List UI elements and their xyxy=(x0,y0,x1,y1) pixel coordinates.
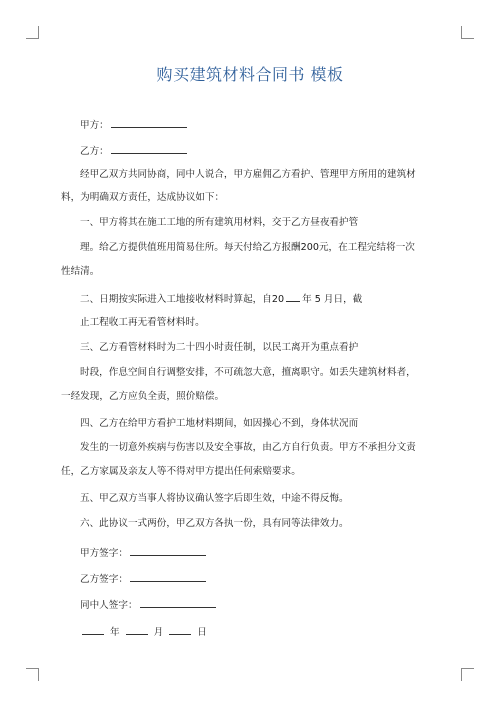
signature-middleman-label: 同中人签字： xyxy=(80,600,138,611)
date-month-label: 月 xyxy=(153,627,164,638)
clause-1-line-2 xyxy=(80,241,415,255)
clause-2-line-2: 止工程收工再无看管材料时。 xyxy=(80,317,205,328)
signature-b-label: 乙方签字： xyxy=(80,574,128,585)
clause-3-line-2: 时段，作息空间自行调整安排，不可疏忽大意，擅离职守。如丢失建筑材料者， xyxy=(80,367,416,378)
clause-4-line-1: 四、乙方在给甲方看护工地材料期间，如因操心不到，身体状况而 xyxy=(80,418,359,429)
signature-a-blank xyxy=(130,545,206,556)
clause-3-line-3: 一经发现，乙方应负全责，照价赔偿。 xyxy=(61,391,225,402)
intro-line-2: 料，为明确双方责任，达成协议如下： xyxy=(61,192,225,203)
clause-1-text-b: 元，在工程完结将一次 xyxy=(318,242,415,253)
clause-2-text-a: 二、日期按实际进入工地接收材料时算起，自 xyxy=(80,294,272,305)
signature-middleman-blank xyxy=(140,597,216,608)
date-month-blank xyxy=(126,624,148,635)
party-a-label: 甲方： xyxy=(80,120,109,131)
clause-5: 五、甲乙双方当事人将协议确认签字后即生效，中途不得反悔。 xyxy=(80,493,349,504)
clause-6: 六、此协议一式两份，甲乙双方各执一份，具有同等法律效力。 xyxy=(80,518,349,529)
date-year-blank xyxy=(82,624,104,635)
party-b-label: 乙方： xyxy=(80,146,109,157)
crop-mark-top-right xyxy=(461,26,474,39)
clause-1-line-3: 性结清。 xyxy=(61,266,100,277)
document-title: 购买建筑材料合同书 模板 xyxy=(156,65,344,84)
date-day-label: 日 xyxy=(197,627,207,638)
crop-mark-top-left xyxy=(26,26,39,39)
crop-mark-bottom-right xyxy=(461,668,474,681)
party-b-blank xyxy=(111,143,187,154)
signature-middleman-line xyxy=(80,597,216,613)
clause-4-line-2: 发生的一切意外疾病与伤害以及安全事故，由乙方自行负责。甲方不承担分文责 xyxy=(80,442,416,453)
clause-3-line-1: 三、乙方看管材料时为二十四小时责任制，以民工离开为重点看护 xyxy=(80,342,359,353)
clause-2-line-1 xyxy=(80,291,362,307)
clause-4-line-3: 任，乙方家属及亲友人等不得对甲方提出任何索赔要求。 xyxy=(61,466,301,477)
party-a-line xyxy=(80,117,187,133)
clause-1-text-a: 理。给乙方提供值班用简易住所。每天付给乙方报酬 xyxy=(80,242,301,253)
clause-2-text-b: 年 5 月日，截 xyxy=(302,294,363,305)
signature-b-line xyxy=(80,571,206,587)
crop-mark-bottom-left xyxy=(26,668,39,681)
signature-a-line xyxy=(80,545,206,561)
clause-2-year-prefix: 20 xyxy=(271,294,285,305)
signature-b-blank xyxy=(130,571,206,582)
date-line xyxy=(80,624,207,640)
clause-1-line-1: 一、甲方将其在施工工地的所有建筑用材料，交于乙方昼夜看护管 xyxy=(80,217,359,228)
date-day-blank xyxy=(169,624,191,635)
party-b-line xyxy=(80,143,187,159)
signature-a-label: 甲方签字： xyxy=(80,548,128,559)
clause-2-year-blank xyxy=(286,291,300,302)
party-a-blank xyxy=(111,117,187,128)
clause-1-amount: 200 xyxy=(300,242,319,253)
date-year-label: 年 xyxy=(110,627,120,638)
intro-line-1: 经甲乙双方共同协商，同中人说合，甲方雇佣乙方看护、管理甲方所用的建筑材 xyxy=(80,169,416,180)
